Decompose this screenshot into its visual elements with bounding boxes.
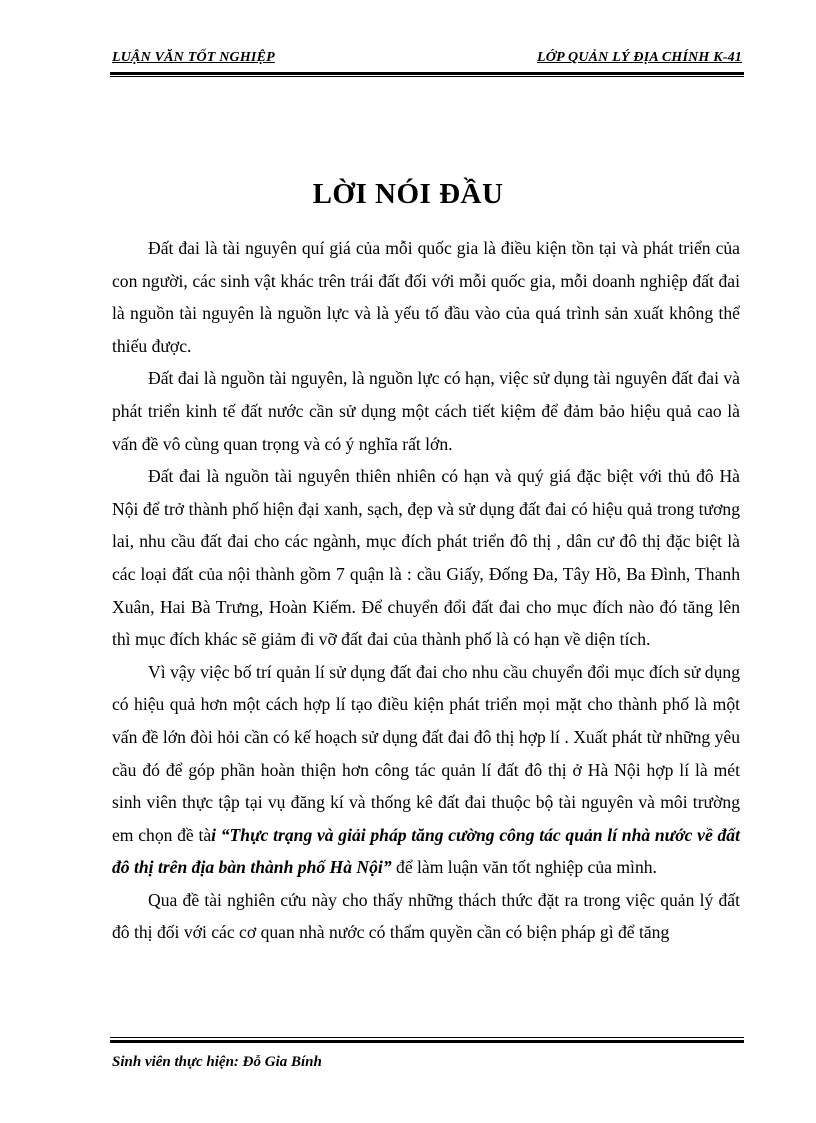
paragraph-4-start: Vì vậy việc bố trí quản lí sử dụng đất đai cho nhu cầu chuyển đổi mục đích sử dụng có hiệu quả hơn một cách hợp lí tạo điều kiện phát triển mọi mặt cho thành phố là một vấn đề lớn đòi hỏi cần có kế hoạch sử dụng đất đai đô thị hợp lí . Xuất phát từ những yêu cầu đó để góp phần hoàn thiện hơn công tác quản lí đất đô thị ở Hà Nội hợp lí là mét sinh viên thực tập tại vụ đăng kí và thống kê đất đai thuộc bộ tài nguyên và môi trường em chọn đề tà	[112, 661, 740, 845]
paragraph-5: Qua đề tài nghiên cứu này cho thấy những thách thức đặt ra trong việc quản lý đất đô thị đối với các cơ quan nhà nước có thẩm quyền cần có biện pháp gì để tăng	[112, 889, 740, 943]
paragraph-2: Đất đai là nguồn tài nguyên, là nguồn lực có hạn, việc sử dụng tài nguyên đất đai và phát triển kinh tế đất nước cần sử dụng một cách tiết kiệm để đảm bảo hiệu quả cao là vấn đề vô cùng quan trọng và có ý nghĩa rất lớn.	[112, 368, 740, 454]
body-text	[112, 232, 740, 949]
paragraph-3: Đất đai là nguồn tài nguyên thiên nhiên có hạn và quý giá đặc biệt với thủ đô Hà Nội để trở thành phố hiện đại xanh, sạch, đẹp và sử dụng đất đai có hiệu quả trong tương lai, nhu cầu đất đai cho các ngành, mục đích phát triển đô thị , dân cư đô thị đặc biệt là các loại đất của nội thành gồm 7 quận là : cầu Giấy, Đống Đa, Tây Hồ, Ba Đình, Thanh Xuân, Hai Bà Trưng, Hoàn Kiếm. Để chuyển đổi đất đai cho mục đích nào đó tăng lên thì mục đích khác sẽ giảm đi vỡ đất đai của thành phố là có hạn về diện tích.	[112, 466, 740, 650]
thesis-topic: i “Thực trạng và giải pháp tăng cường công tác quản lí nhà nước về đất đô thị trên địa bàn thành phố Hà Nội”	[112, 824, 740, 878]
paragraph-4-end: để làm luận văn tốt nghiệp của mình.	[391, 857, 657, 878]
paragraph-1: Đất đai là tài nguyên quí giá của mỗi quốc gia là điều kiện tồn tại và phát triển của con người, các sinh vật khác trên trái đất đối với mỗi quốc gia, mỗi doanh nghiệp đất đai là nguồn tài nguyên là nguồn lực và là yếu tố đầu vào của quá trình sản xuất không thể thiếu được.	[112, 238, 740, 356]
footer-author: Sinh viên thực hiện: Đỗ Gia Bính	[112, 1054, 322, 1070]
header-rule	[110, 72, 744, 77]
page-title: LỜI NÓI ĐẦU	[312, 178, 504, 210]
header-left: LUẬN VĂN TỐT NGHIỆP	[112, 50, 275, 65]
header-right: LỚP QUẢN LÝ ĐỊA CHÍNH K-41	[537, 50, 742, 65]
page-header	[112, 50, 742, 66]
paragraph-4	[112, 656, 740, 884]
footer-rule	[110, 1037, 744, 1043]
